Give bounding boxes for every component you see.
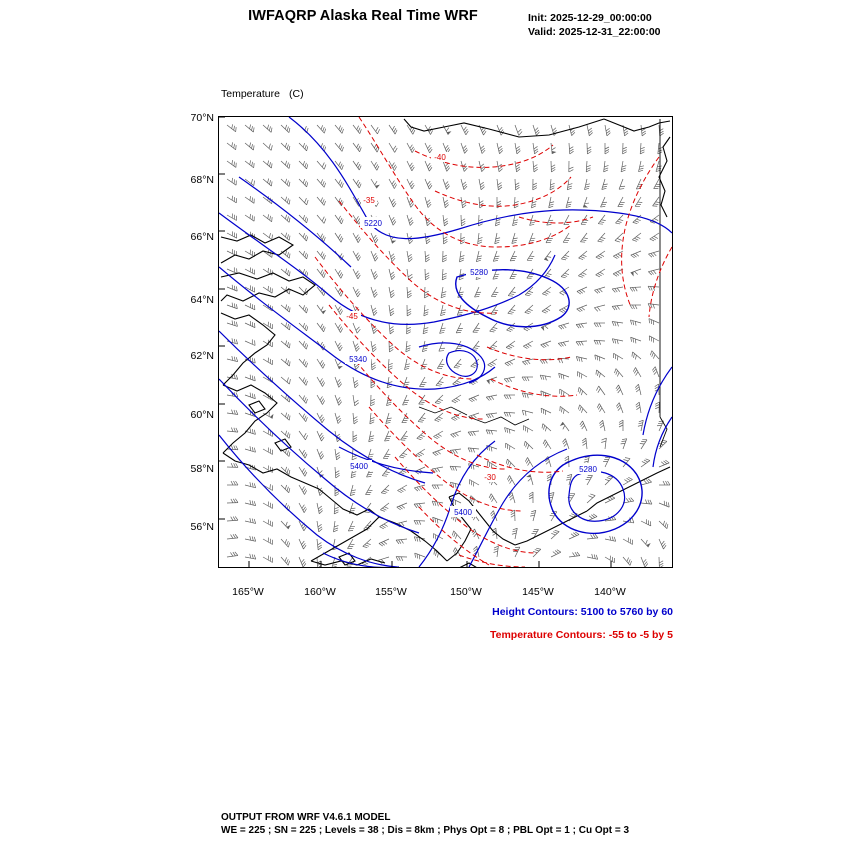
y-tick-label: 66°N (190, 231, 214, 243)
footer-line-2: WE = 225 ; SN = 225 ; Levels = 38 ; Dis = 8km ; Phys Opt = 8 ; PBL Opt = 1 ; Cu Opt = 3 (221, 825, 630, 836)
x-tick-label: 160°W (304, 586, 336, 598)
y-tick-label: 70°N (190, 112, 214, 124)
footer-line-1: OUTPUT FROM WRF V4.6.1 MODEL (221, 812, 391, 823)
svg-text:-40: -40 (434, 153, 446, 162)
x-tick-label: 150°W (450, 586, 482, 598)
svg-text:-35: -35 (363, 196, 375, 205)
x-tick-label: 165°W (232, 586, 264, 598)
weather-map[interactable] (218, 116, 673, 568)
valid-time: Valid: 2025-12-31_22:00:00 (528, 26, 661, 38)
svg-text:5220: 5220 (364, 219, 382, 228)
svg-text:5280: 5280 (579, 465, 597, 474)
x-tick-label: 155°W (375, 586, 407, 598)
y-tick-label: 56°N (190, 521, 214, 533)
model-output-footer (221, 811, 629, 837)
run-time-block (528, 11, 661, 39)
svg-text:-45: -45 (346, 312, 358, 321)
y-tick-label: 68°N (190, 174, 214, 186)
init-time: Init: 2025-12-29_00:00:00 (528, 12, 652, 24)
svg-text:5400: 5400 (454, 508, 472, 517)
temperature-unit: (C) (289, 88, 304, 100)
x-tick-label: 145°W (522, 586, 554, 598)
page-title: IWFAQRP Alaska Real Time WRF (248, 8, 478, 24)
svg-text:5340: 5340 (349, 355, 367, 364)
temperature-label: Temperature (221, 88, 280, 100)
svg-text:-30: -30 (484, 473, 496, 482)
height-contour-legend: Height Contours: 5100 to 5760 by 60 (492, 606, 673, 618)
svg-text:5400: 5400 (350, 462, 368, 471)
temperature-contour-legend: Temperature Contours: -55 to -5 by 5 (489, 629, 673, 641)
x-tick-label: 140°W (594, 586, 626, 598)
svg-text:5280: 5280 (470, 268, 488, 277)
y-tick-label: 62°N (190, 350, 214, 362)
y-tick-label: 64°N (190, 294, 214, 306)
y-tick-label: 58°N (190, 463, 214, 475)
y-tick-label: 60°N (190, 409, 214, 421)
